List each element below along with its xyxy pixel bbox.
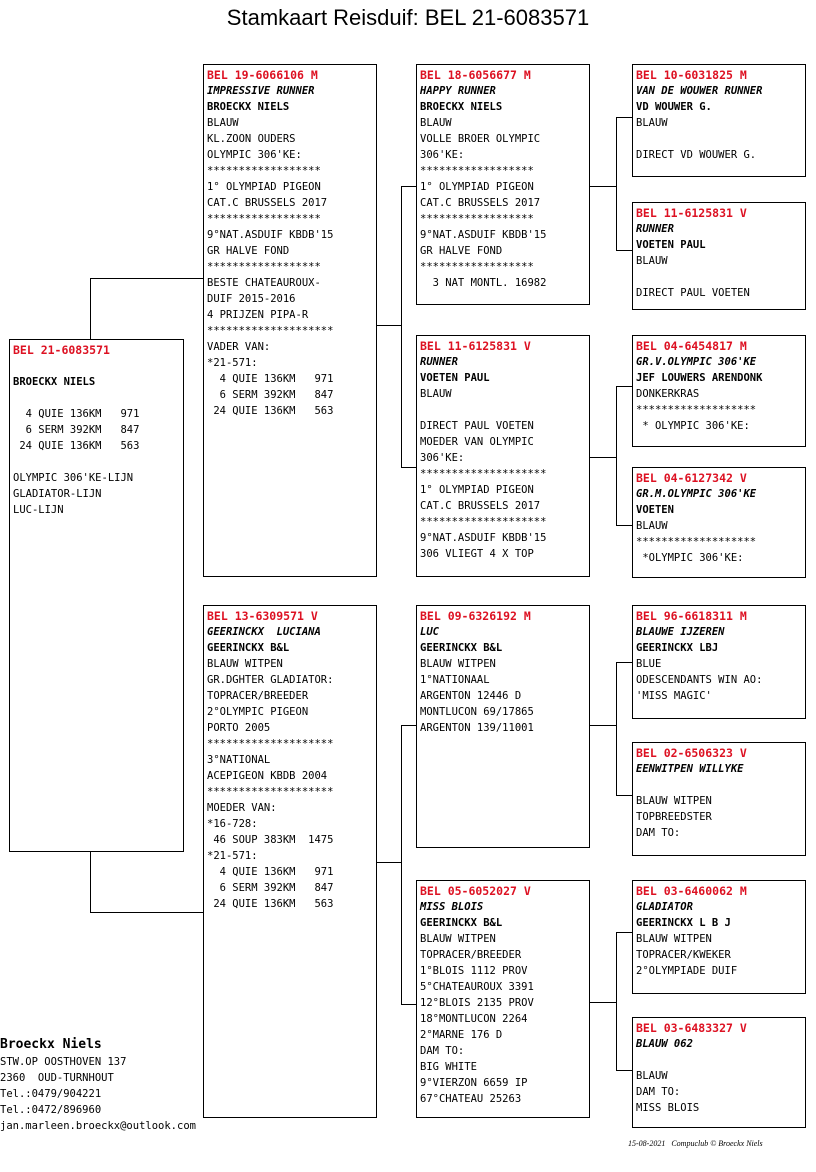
pedigree-line: 4 QUIE 136KM 971 <box>207 866 334 878</box>
pedigree-line: DAM TO: <box>636 827 681 839</box>
pedigree-line: 1°BLOIS 1112 PROV <box>420 965 528 977</box>
pedigree-box-sire-sire <box>416 64 590 305</box>
pedigree-box-sire-dam <box>416 335 590 577</box>
pedigree-line: 3 NAT MONTL. 16982 <box>420 277 547 289</box>
pedigree-line: 1° OLYMPIAD PIGEON <box>207 181 321 193</box>
pedigree-line: GR HALVE FOND <box>420 245 503 257</box>
pedigree-line: GEERINCKX LBJ <box>636 642 719 654</box>
connector-ss-stub <box>589 186 616 187</box>
pedigree-line: DAM TO: <box>636 1086 681 1098</box>
pedigree-line: 24 QUIE 136KM 563 <box>13 440 140 452</box>
pedigree-line: GEERINCKX B&L <box>420 642 503 654</box>
owner-block <box>0 1036 260 1134</box>
pigeon-name: RUNNER <box>636 223 674 235</box>
pedigree-line: GEERINCKX B&L <box>207 642 290 654</box>
owner-email: jan.marleen.broeckx@outlook.com <box>0 1120 196 1132</box>
connector-ds-stub <box>589 725 616 726</box>
pedigree-line: BIG WHITE <box>420 1061 477 1073</box>
pedigree-line: TOPRACER/BREEDER <box>207 690 309 702</box>
pedigree-line: GEERINCKX L B J <box>636 917 731 929</box>
pedigree-line: MONTLUCON 69/17865 <box>420 706 534 718</box>
pedigree-line: ******************** <box>207 786 334 798</box>
pedigree-line: ****************** <box>207 213 321 225</box>
pedigree-line: 306 VLIEGT 4 X TOP <box>420 548 534 560</box>
pedigree-line: ******************** <box>420 468 547 480</box>
pedigree-line: BLAUW <box>420 117 452 129</box>
pedigree-line <box>420 402 586 418</box>
pedigree-line: *16-728: <box>207 818 258 830</box>
pedigree-line: 6 SERM 392KM 847 <box>207 389 334 401</box>
pedigree-line: DIRECT PAUL VOETEN <box>636 287 750 299</box>
ring-number: BEL 11-6125831 V <box>636 206 747 220</box>
pedigree-line: *21-571: <box>207 850 258 862</box>
pedigree-line <box>636 777 802 793</box>
pedigree-line: 2°OLYMPIC PIGEON <box>207 706 309 718</box>
pedigree-line: BLAUW <box>636 117 668 129</box>
pedigree-box-dam-sire-sire <box>632 605 806 719</box>
connector-dd-stub <box>589 1002 616 1003</box>
pedigree-box-sire <box>203 64 377 577</box>
pedigree-line: DUIF 2015-2016 <box>207 293 296 305</box>
pedigree-line: BLAUW WITPEN <box>207 658 283 670</box>
pedigree-line: GLADIATOR-LIJN <box>13 488 102 500</box>
pedigree-line: 12°BLOIS 2135 PROV <box>420 997 534 1009</box>
pigeon-name: BLAUWE IJZEREN <box>636 626 725 638</box>
pedigree-line: TOPRACER/BREEDER <box>420 949 522 961</box>
pedigree-line: ****************** <box>207 261 321 273</box>
connector-dd-parents <box>616 932 633 1071</box>
pedigree-line: ODESCENDANTS WIN AO: <box>636 674 763 686</box>
pedigree-line: BLAUW <box>420 388 452 400</box>
pedigree-line: VD WOUWER G. <box>636 101 712 113</box>
pedigree-line: BLAUW WITPEN <box>636 933 712 945</box>
footer-credit: 15-08-2021 Compuclub © Broeckx Niels <box>628 1139 763 1148</box>
ring-number: BEL 02-6506323 V <box>636 746 747 760</box>
connector-ds-parents <box>616 662 633 796</box>
connector-dam-parents <box>401 725 417 1005</box>
owner-phone-1: Tel.:0479/904221 <box>0 1088 102 1100</box>
pedigree-line: ****************** <box>420 165 534 177</box>
pedigree-line: BLAUW <box>636 520 668 532</box>
pedigree-line <box>636 269 802 285</box>
pedigree-line: ******************* <box>636 536 757 548</box>
pedigree-line: ARGENTON 139/11001 <box>420 722 534 734</box>
pedigree-line: 9°NAT.ASDUIF KBDB'15 <box>420 532 547 544</box>
pedigree-box-dam-sire <box>416 605 590 848</box>
pedigree-line: DIRECT PAUL VOETEN <box>420 420 534 432</box>
pedigree-line: 9°NAT.ASDUIF KBDB'15 <box>207 229 334 241</box>
pedigree-line: 18°MONTLUCON 2264 <box>420 1013 528 1025</box>
pedigree-box-dam-sire-dam <box>632 742 806 856</box>
pedigree-line: ******************** <box>420 516 547 528</box>
pedigree-line: 6 SERM 392KM 847 <box>207 882 334 894</box>
connector-sire-stub <box>376 325 401 326</box>
pedigree-line: *21-571: <box>207 357 258 369</box>
pedigree-line: 1° OLYMPIAD PIGEON <box>420 181 534 193</box>
pedigree-line: DONKERKRAS <box>636 388 700 400</box>
pedigree-line: ******************** <box>207 738 334 750</box>
pedigree-line: ARGENTON 12446 D <box>420 690 522 702</box>
pedigree-line: VADER VAN: <box>207 341 271 353</box>
pedigree-line: 1° OLYMPIAD PIGEON <box>420 484 534 496</box>
pedigree-line: *OLYMPIC 306'KE: <box>636 552 744 564</box>
pedigree-line: BLAUW <box>207 117 239 129</box>
pedigree-line: MOEDER VAN OLYMPIC <box>420 436 534 448</box>
pedigree-line: DIRECT VD WOUWER G. <box>636 149 757 161</box>
pedigree-line: BLAUW WITPEN <box>420 658 496 670</box>
pedigree-box-dam-dam-sire <box>632 880 806 994</box>
pedigree-line: PORTO 2005 <box>207 722 271 734</box>
pedigree-line: 2°MARNE 176 D <box>420 1029 503 1041</box>
pedigree-line: BLAUW <box>636 255 668 267</box>
pedigree-line: 1°NATIONAAL <box>420 674 490 686</box>
pedigree-line: BROECKX NIELS <box>207 101 290 113</box>
pigeon-name: GR.V.OLYMPIC 306'KE <box>636 356 757 368</box>
pedigree-line: GR HALVE FOND <box>207 245 290 257</box>
pedigree-line: CAT.C BRUSSELS 2017 <box>420 197 541 209</box>
pedigree-line: * OLYMPIC 306'KE: <box>636 420 750 432</box>
pedigree-line: DAM TO: <box>420 1045 465 1057</box>
connector-subject-dam <box>90 851 204 913</box>
pedigree-line: 4 QUIE 136KM 971 <box>207 373 334 385</box>
pedigree-line <box>636 1052 802 1068</box>
pigeon-name: IMPRESSIVE RUNNER <box>207 85 315 97</box>
ring-number: BEL 03-6460062 M <box>636 884 747 898</box>
pedigree-line <box>13 390 180 406</box>
pigeon-name: LUC <box>420 626 439 638</box>
pedigree-box-sire-sire-sire <box>632 64 806 177</box>
pedigree-line: CAT.C BRUSSELS 2017 <box>420 500 541 512</box>
pedigree-line: KL.ZOON OUDERS <box>207 133 296 145</box>
pedigree-line <box>13 454 180 470</box>
pedigree-line <box>13 358 180 374</box>
connector-sire-parents <box>401 186 417 468</box>
pedigree-line: 46 SOUP 383KM 1475 <box>207 834 334 846</box>
ring-number: BEL 13-6309571 V <box>207 609 318 623</box>
ring-number: BEL 19-6066106 M <box>207 68 318 82</box>
pedigree-line: 5°CHATEAUROUX 3391 <box>420 981 534 993</box>
pedigree-line: GR.DGHTER GLADIATOR: <box>207 674 334 686</box>
ring-number: BEL 18-6056677 M <box>420 68 531 82</box>
pedigree-line: ******************** <box>207 325 334 337</box>
pigeon-name: GR.M.OLYMPIC 306'KE <box>636 488 757 500</box>
ring-number: BEL 04-6127342 V <box>636 471 747 485</box>
pedigree-box-sire-dam-sire <box>632 335 806 447</box>
pedigree-line: 2°OLYMPIADE DUIF <box>636 965 738 977</box>
connector-ss-parents <box>616 117 633 251</box>
pedigree-line: 3°NATIONAL <box>207 754 271 766</box>
ring-number: BEL 04-6454817 M <box>636 339 747 353</box>
pedigree-line: BROECKX NIELS <box>13 376 96 388</box>
pedigree-line: OLYMPIC 306'KE: <box>207 149 302 161</box>
connector-dam-stub <box>376 862 401 863</box>
page-title: Stamkaart Reisduif: BEL 21-6083571 <box>226 5 590 30</box>
pigeon-name: GLADIATOR <box>636 901 693 913</box>
pedigree-line: 9°NAT.ASDUIF KBDB'15 <box>420 229 547 241</box>
pedigree-line: BROECKX NIELS <box>420 101 503 113</box>
pedigree-line: ****************** <box>207 165 321 177</box>
pedigree-line: 'MISS MAGIC' <box>636 690 712 702</box>
ring-number: BEL 21-6083571 <box>13 343 110 357</box>
pigeon-name: VAN DE WOUWER RUNNER <box>636 85 763 97</box>
pedigree-line: OLYMPIC 306'KE-LIJN <box>13 472 134 484</box>
pedigree-line: ****************** <box>420 213 534 225</box>
ring-number: BEL 03-6483327 V <box>636 1021 747 1035</box>
owner-city: 2360 OUD-TURNHOUT <box>0 1072 114 1084</box>
pedigree-line: BLUE <box>636 658 662 670</box>
pedigree-line: LUC-LIJN <box>13 504 64 516</box>
pedigree-line: GEERINCKX B&L <box>420 917 503 929</box>
pedigree-line: BESTE CHATEAUROUX- <box>207 277 321 289</box>
pedigree-line: ******************* <box>636 404 757 416</box>
pedigree-line: BLAUW WITPEN <box>420 933 496 945</box>
ring-number: BEL 09-6326192 M <box>420 609 531 623</box>
pedigree-line <box>636 131 802 147</box>
pedigree-line: TOPBREEDSTER <box>636 811 712 823</box>
pedigree-line: 6 SERM 392KM 847 <box>13 424 140 436</box>
owner-phone-2: Tel.:0472/896960 <box>0 1104 102 1116</box>
owner-address: STW.OP OOSTHOVEN 137 <box>0 1056 127 1068</box>
pedigree-line: VOETEN <box>636 504 674 516</box>
pedigree-box-subject <box>9 339 184 852</box>
pigeon-name: EENWITPEN WILLYKE <box>636 763 744 775</box>
pedigree-box-sire-sire-dam <box>632 202 806 310</box>
pedigree-line: 4 PRIJZEN PIPA-R <box>207 309 309 321</box>
owner-name: Broeckx Niels <box>0 1037 102 1052</box>
pedigree-box-sire-dam-dam <box>632 467 806 578</box>
ring-number: BEL 05-6052027 V <box>420 884 531 898</box>
pedigree-line: 24 QUIE 136KM 563 <box>207 405 334 417</box>
pedigree-line: MOEDER VAN: <box>207 802 277 814</box>
pedigree-line: 306'KE: <box>420 149 465 161</box>
ring-number: BEL 10-6031825 M <box>636 68 747 82</box>
pedigree-line: TOPRACER/KWEKER <box>636 949 731 961</box>
pedigree-line: 9°VIERZON 6659 IP <box>420 1077 528 1089</box>
pedigree-line: BLAUW WITPEN <box>636 795 712 807</box>
ring-number: BEL 96-6618311 M <box>636 609 747 623</box>
pigeon-name: BLAUW 062 <box>636 1038 693 1050</box>
pedigree-line: VOETEN PAUL <box>636 239 706 251</box>
pedigree-line: CAT.C BRUSSELS 2017 <box>207 197 328 209</box>
pedigree-line: 4 QUIE 136KM 971 <box>13 408 140 420</box>
pedigree-line: 306'KE: <box>420 452 465 464</box>
connector-sd-stub <box>589 457 616 458</box>
pedigree-line: ****************** <box>420 261 534 273</box>
connector-sd-parents <box>616 386 633 526</box>
pedigree-line: VOLLE BROER OLYMPIC <box>420 133 541 145</box>
pigeon-name: RUNNER <box>420 356 458 368</box>
pedigree-line: MISS BLOIS <box>636 1102 700 1114</box>
pedigree-box-dam-dam-dam <box>632 1017 806 1128</box>
pedigree-line: 24 QUIE 136KM 563 <box>207 898 334 910</box>
pigeon-name: GEERINCKX LUCIANA <box>207 626 321 638</box>
connector-subject-sire <box>90 278 204 341</box>
pedigree-line: 67°CHATEAU 25263 <box>420 1093 522 1105</box>
pedigree-box-dam-dam <box>416 880 590 1118</box>
pedigree-line: ACEPIGEON KBDB 2004 <box>207 770 328 782</box>
ring-number: BEL 11-6125831 V <box>420 339 531 353</box>
pigeon-name: HAPPY RUNNER <box>420 85 496 97</box>
pigeon-name: MISS BLOIS <box>420 901 484 913</box>
pedigree-line: JEF LOUWERS ARENDONK <box>636 372 763 384</box>
pedigree-line: VOETEN PAUL <box>420 372 490 384</box>
pedigree-line: BLAUW <box>636 1070 668 1082</box>
